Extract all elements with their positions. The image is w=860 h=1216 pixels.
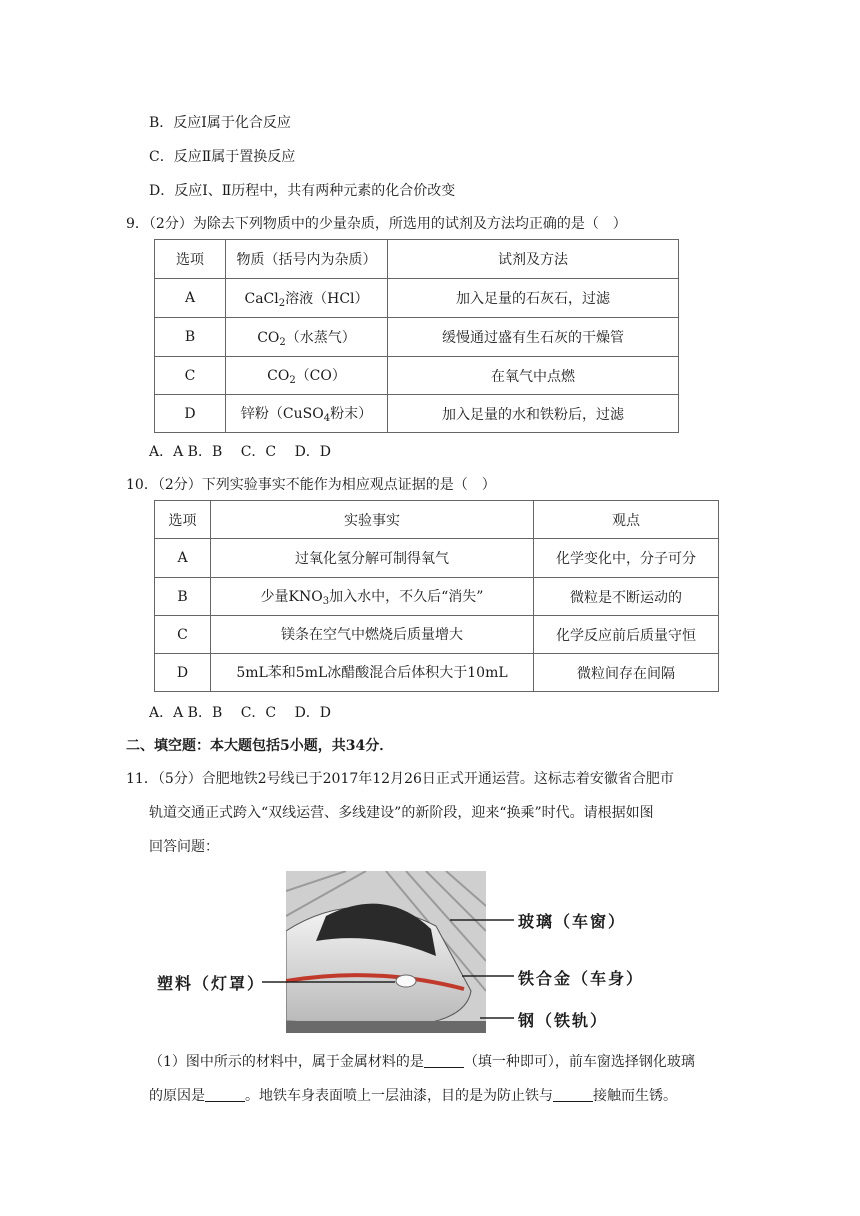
q10-row-c-fact: 镁条在空气中燃烧后质量增大 — [211, 616, 534, 654]
q8-option-c: C．反应Ⅱ属于置换反应 — [149, 149, 296, 165]
q10-row-b-fact: 少量$KNO_3$加入水中，不久后“消失” — [211, 578, 534, 616]
q9-header-option: 选项 — [155, 240, 226, 279]
answer-blank[interactable] — [424, 1053, 464, 1068]
q10-row-b-view: 微粒是不断运动的 — [534, 578, 719, 616]
q9-row-b-method: 缓慢通过盛有生石灰的干燥管 — [388, 318, 679, 357]
q9-header-substance: 物质（括号内为杂质） — [226, 240, 388, 279]
q9-row-a-substance: CaCl$_2$溶液（HCl） — [226, 279, 388, 318]
q11-stem-line2: 轨道交通正式跨入“双线运营、多线建设”的新阶段，迎来“换乘”时代。请根据如图 — [149, 805, 654, 821]
q10-row-d-view: 微粒间存在间隔 — [534, 654, 719, 692]
q10-row-a-view: 化学变化中，分子可分 — [534, 539, 719, 578]
q11-sub1-text-d: 。地铁车身表面喷上一层油漆，目的是为防止铁与 — [245, 1088, 553, 1104]
q10-stem: 10．（2分）下列实验事实不能作为相应观点证据的是（ ） — [126, 477, 496, 493]
q10-row-a-option: A — [155, 539, 211, 578]
q8-option-d: D．反应Ⅰ、Ⅱ历程中，共有两种元素的化合价改变 — [149, 183, 456, 199]
answer-blank[interactable] — [553, 1087, 593, 1102]
q11-stem-line3: 回答问题： — [149, 839, 219, 855]
q10-row-a-fact: 过氧化氢分解可制得氧气 — [211, 539, 534, 578]
q10-header-fact: 实验事实 — [211, 501, 534, 539]
q9-stem: 9．（2分）为除去下列物质中的少量杂质，所选用的试剂及方法均正确的是（ ） — [126, 216, 627, 232]
q11-sub1-line1 — [149, 1051, 695, 1071]
q10-row-d-option: D — [155, 654, 211, 692]
q10-header-option: 选项 — [155, 501, 211, 539]
q8-option-b: B．反应Ⅰ属于化合反应 — [149, 115, 291, 131]
q11-stem-line1: 11．（5分）合肥地铁2号线已于2017年12月26日正式开通运营。这标志着安徽省合肥市 — [126, 771, 674, 787]
section-heading: 二、填空题：本大题包括5小题，共34分． — [126, 738, 394, 754]
label-plastic: 塑料（灯罩） — [157, 974, 266, 993]
q9-row-d-method: 加入足量的水和铁粉后，过滤 — [388, 395, 679, 433]
q9-row-c-option: C — [155, 357, 226, 395]
q10-row-b-option: B — [155, 578, 211, 616]
q9-row-b-option: B — [155, 318, 226, 357]
q9-row-b-substance: $CO_2$（水蒸气） — [226, 318, 388, 357]
q11-sub1-text-c: 的原因是 — [149, 1088, 205, 1104]
q9-row-d-option: D — [155, 395, 226, 433]
q11-sub1-line2 — [149, 1085, 677, 1105]
q9-row-c-method: 在氧气中点燃 — [388, 357, 679, 395]
q11-sub1-text-a: （1）图中所示的材料中，属于金属材料的是 — [149, 1054, 424, 1070]
label-glass: 玻璃（车窗） — [518, 912, 627, 931]
q10-row-c-option: C — [155, 616, 211, 654]
q10-header-view: 观点 — [534, 501, 719, 539]
q9-row-d-substance: 锌粉（CuSO$_4$粉末） — [226, 395, 388, 433]
q9-header-method: 试剂及方法 — [388, 240, 679, 279]
label-iron-alloy: 铁合金（车身） — [518, 969, 645, 988]
q9-row-a-method: 加入足量的石灰石，过滤 — [388, 279, 679, 318]
q9-row-a-option: A — [155, 279, 226, 318]
answer-blank[interactable] — [205, 1087, 245, 1102]
q9-row-c-substance: $CO_2(CO)$ — [226, 357, 388, 395]
q10-row-d-fact: 5mL苯和5mL冰醋酸混合后体积大于10mL — [211, 654, 534, 692]
label-steel: 钢（铁轨） — [518, 1011, 609, 1030]
q11-sub1-text-e: 接触而生锈。 — [593, 1088, 677, 1104]
q10-row-c-view: 化学反应前后质量守恒 — [534, 616, 719, 654]
q10-answer-options: A．A B．B C．C D．D — [149, 705, 332, 721]
q11-sub1-text-b: （填一种即可），前车窗选择钢化玻璃 — [463, 1054, 695, 1070]
q9-answer-options: A．A B．B C．C D．D — [149, 444, 332, 460]
